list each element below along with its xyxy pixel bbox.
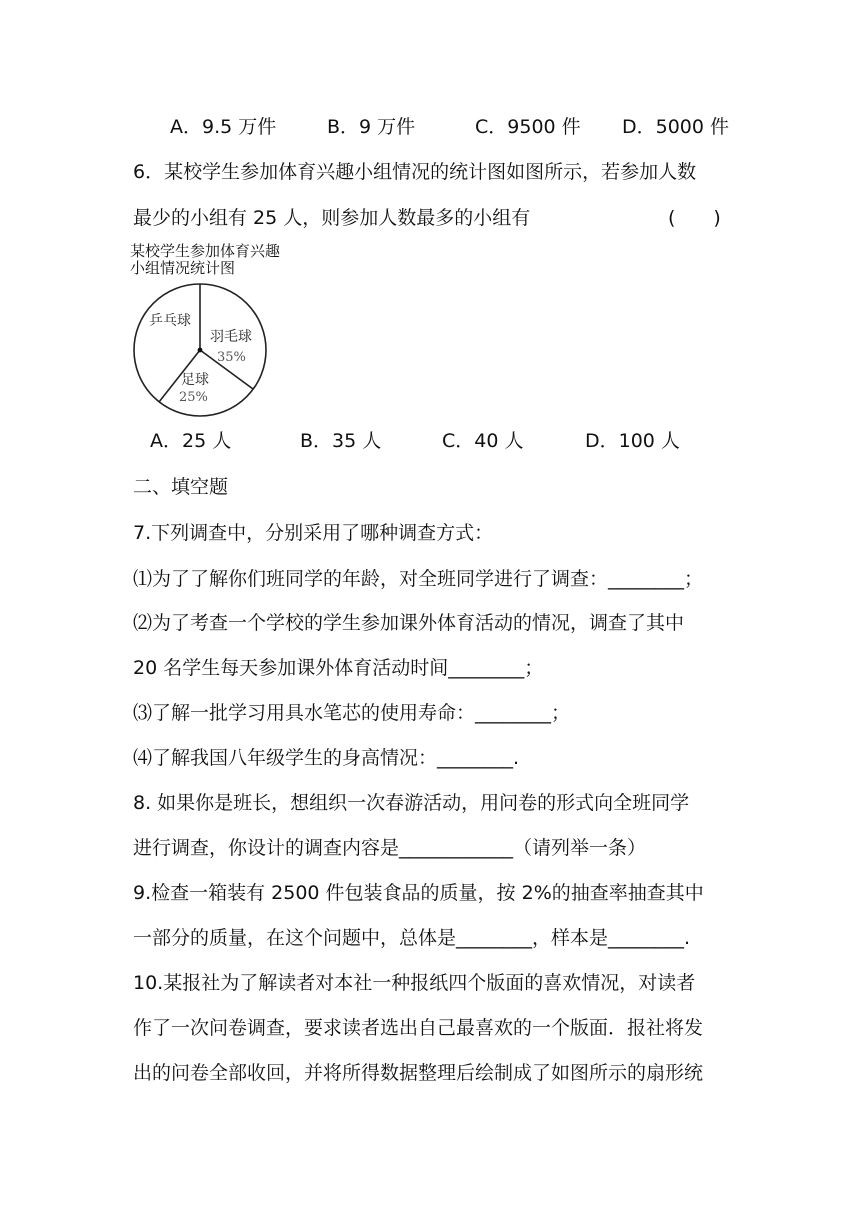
- section-title: 二、填空题: [133, 476, 229, 498]
- q5-option-c: C．9500 件: [475, 116, 581, 138]
- q6-option-c: C．40 人: [442, 430, 524, 452]
- slice-label-pingpong: 乒乓球: [149, 313, 191, 329]
- q5-option-a: A．9.5 万件: [170, 116, 277, 138]
- slice-value-football: 25%: [179, 390, 208, 405]
- q7-part4: ⑷了解我国八年级学生的身高情况：________.: [133, 747, 520, 769]
- q7-part3: ⑶了解一批学习用具水笔芯的使用寿命：________；: [133, 702, 571, 724]
- q8-line1: 8. 如果你是班长，想组织一次春游活动，用问卷的形式向全班同学: [133, 792, 690, 814]
- q10-line3: 出的问卷全部收回，并将所得数据整理后绘制成了如图所示的扇形统: [133, 1062, 704, 1084]
- q7-part2-line2: 20 名学生每天参加课外体育活动时间________；: [133, 657, 544, 679]
- q9-line1: 9.检查一箱装有 2500 件包装食品的质量，按 2%的抽查率抽查其中: [133, 882, 704, 904]
- q6-option-b: B．35 人: [300, 430, 382, 452]
- q7-part1: ⑴为了了解你们班同学的年龄，对全班同学进行了调查：________；: [133, 568, 704, 590]
- q5-option-b: B．9 万件: [327, 116, 416, 138]
- q7-stem: 7.下列调查中，分别采用了哪种调查方式：: [133, 522, 494, 544]
- q8-line2: 进行调查，你设计的调查内容是____________（请列举一条）: [133, 837, 647, 859]
- q10-line1: 10.某报社为了解读者对本社一种报纸四个版面的喜欢情况，对读者: [133, 972, 696, 994]
- q5-option-d: D．5000 件: [622, 116, 730, 138]
- slice-value-badminton: 35%: [217, 350, 246, 365]
- q6-stem-line1: 6．某校学生参加体育兴趣小组情况的统计图如图所示，若参加人数: [133, 161, 697, 183]
- slice-label-football: 足球: [181, 372, 209, 388]
- q6-option-a: A．25 人: [150, 430, 232, 452]
- q9-line2: 一部分的质量，在这个问题中，总体是________，样本是________.: [133, 927, 691, 949]
- q6-answer-bracket: ( ): [668, 207, 721, 229]
- q6-option-d: D．100 人: [585, 430, 680, 452]
- chart-title-line2: 小组情况统计图: [130, 259, 236, 277]
- q10-line2: 作了一次问卷调查，要求读者选出自己最喜欢的一个版面．报社将发: [133, 1017, 704, 1039]
- q7-part2-line1: ⑵为了考查一个学校的学生参加课外体育活动的情况，调查了其中: [133, 612, 685, 634]
- q6-stem-line2: 最少的小组有 25 人，则参加人数最多的小组有: [133, 207, 531, 229]
- pie-center-dot: [198, 348, 203, 353]
- pie-chart: [125, 275, 285, 420]
- chart-title-line1: 某校学生参加体育兴趣: [130, 242, 281, 260]
- slice-label-badminton: 羽毛球: [210, 329, 252, 345]
